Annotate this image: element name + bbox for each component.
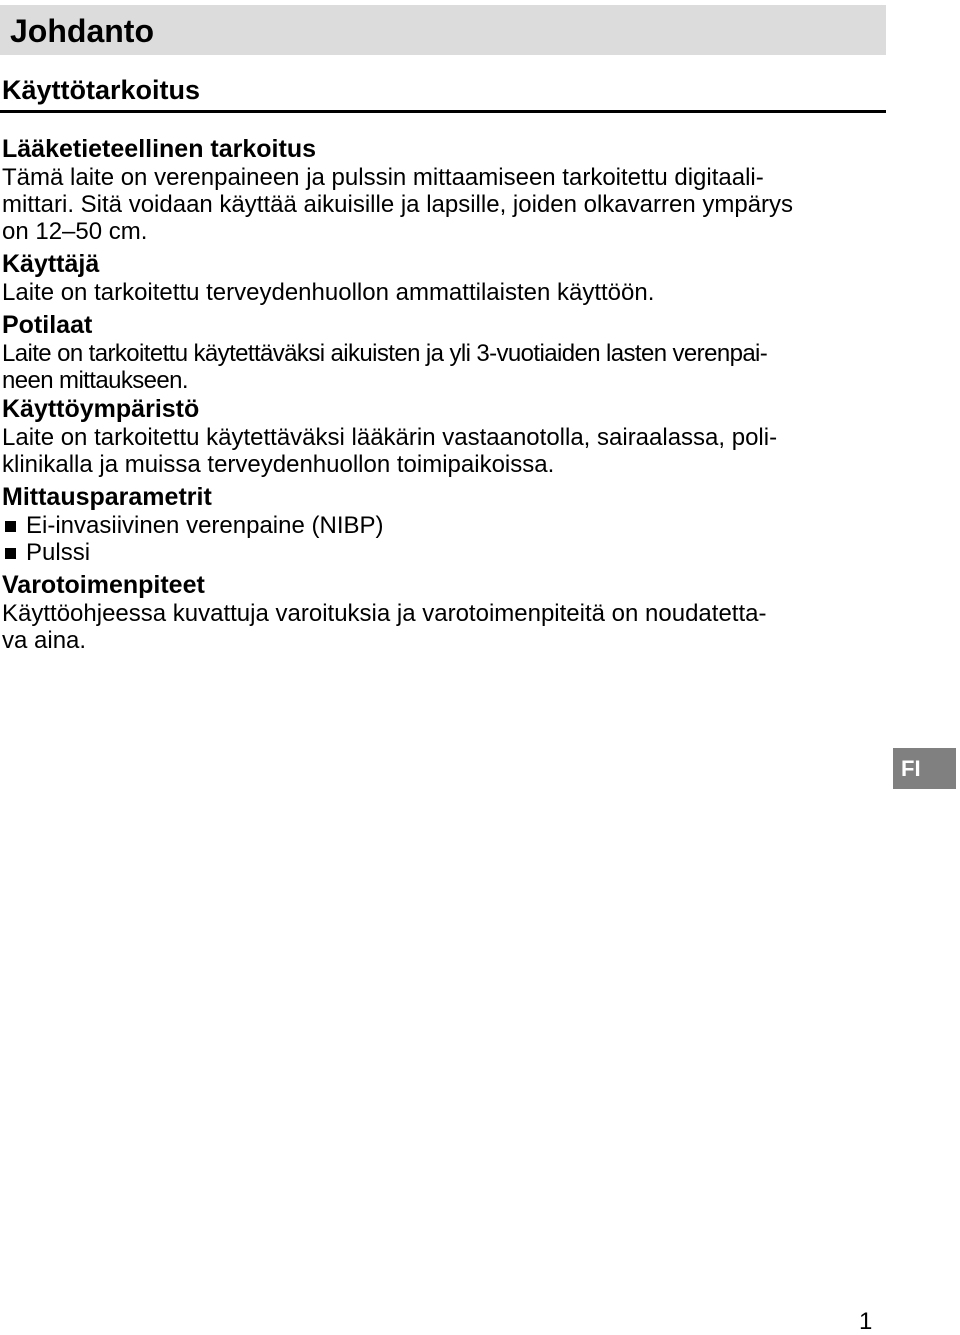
- text-line: Laite on tarkoitettu käytettäväksi aikuisten ja yli 3-vuotiaiden lasten verenpai-: [2, 340, 768, 367]
- chapter-header-bar: [0, 5, 886, 55]
- parameters-heading: Mittausparametrit: [2, 483, 212, 511]
- patients-heading: Potilaat: [2, 311, 93, 339]
- text-line: on 12–50 cm.: [2, 218, 148, 245]
- text-line: Käyttöohjeessa kuvattuja varoituksia ja varotoimenpiteitä on noudatetta-: [2, 600, 767, 627]
- section-title: Käyttötarkoitus: [2, 75, 201, 105]
- text-line: Tämä laite on verenpaineen ja pulssin mittaamiseen tarkoitettu digitaali-: [2, 164, 764, 191]
- page-number: 1: [859, 1308, 873, 1335]
- environment-heading: Käyttöympäristö: [2, 395, 200, 423]
- parameters-list: [2, 512, 882, 566]
- text-line: mittari. Sitä voidaan käyttää aikuisille ja lapsille, joiden olkavarren ympärys: [2, 191, 794, 218]
- list-item: [2, 512, 882, 539]
- user-text: [2, 279, 882, 306]
- square-bullet-icon: [5, 548, 16, 559]
- list-item-text: Pulssi: [26, 539, 91, 566]
- environment-text: [2, 424, 882, 478]
- list-item: [2, 539, 882, 566]
- user-heading: Käyttäjä: [2, 250, 100, 278]
- text-line: Laite on tarkoitettu käytettäväksi lääkärin vastaanotolla, sairaalassa, poli-: [2, 424, 778, 451]
- precautions-heading: Varotoimenpiteet: [2, 571, 205, 599]
- section-divider: [0, 110, 886, 113]
- text-line: klinikalla ja muissa terveydenhuollon toimipaikoissa.: [2, 451, 555, 478]
- text-line: va aina.: [2, 627, 87, 654]
- list-item-text: Ei-invasiivinen verenpaine (NIBP): [26, 512, 384, 539]
- square-bullet-icon: [5, 521, 16, 532]
- medical-purpose-heading: Lääketieteellinen tarkoitus: [2, 135, 317, 163]
- chapter-title: Johdanto: [10, 13, 154, 49]
- patients-text: [2, 340, 882, 394]
- document-body: [2, 134, 882, 654]
- text-line: Laite on tarkoitettu terveydenhuollon ammattilaisten käyttöön.: [2, 279, 655, 306]
- language-tab: FI: [893, 748, 956, 789]
- medical-purpose-text: [2, 164, 882, 245]
- text-line: neen mittaukseen.: [2, 367, 188, 394]
- precautions-text: [2, 600, 882, 654]
